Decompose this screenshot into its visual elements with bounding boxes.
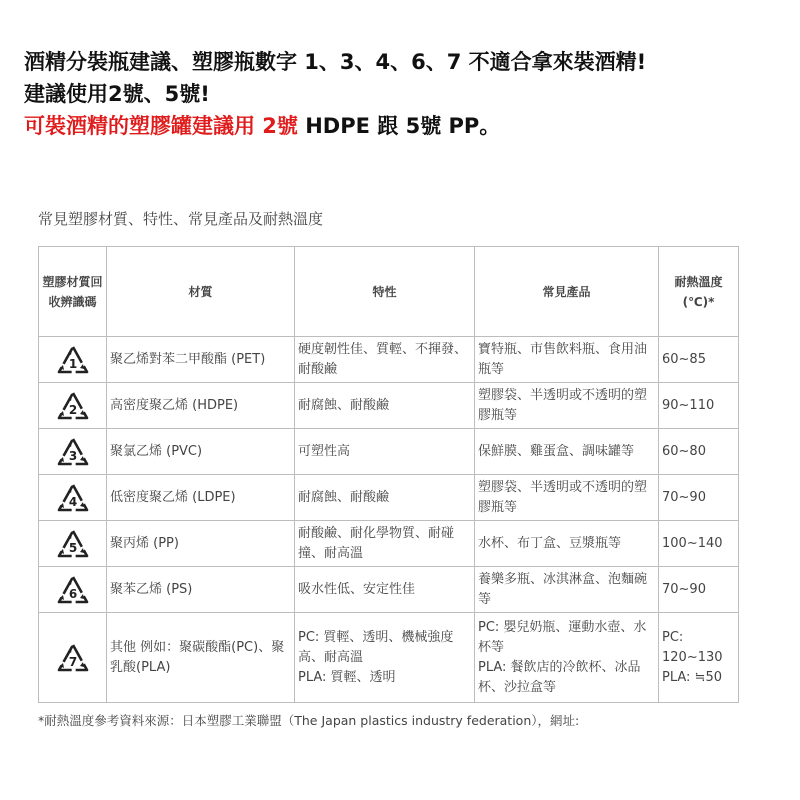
recycle-code-number: 6 xyxy=(68,586,77,601)
recycle-code-number: 7 xyxy=(68,654,77,669)
products-cell: 寶特瓶、市售飲料瓶、食用油瓶等 xyxy=(475,337,659,383)
recycle-triangle-icon xyxy=(56,642,90,674)
products-cell: 保鮮膜、雞蛋盒、調味罐等 xyxy=(475,429,659,475)
heading xyxy=(24,46,784,142)
temperature-cell: 70~90 xyxy=(659,567,739,613)
recycle-code-number: 4 xyxy=(68,494,77,509)
recycle-code-cell xyxy=(39,521,107,567)
products-cell: 塑膠袋、半透明或不透明的塑膠瓶等 xyxy=(475,383,659,429)
recycle-code-cell xyxy=(39,429,107,475)
plastic-table xyxy=(38,246,739,703)
material-cell: 聚丙烯 (PP) xyxy=(107,521,295,567)
material-cell: 低密度聚乙烯 (LDPE) xyxy=(107,475,295,521)
products-cell: 養樂多瓶、冰淇淋盒、泡麵碗等 xyxy=(475,567,659,613)
property-cell: 吸水性低、安定性佳 xyxy=(295,567,475,613)
table-row xyxy=(39,383,739,429)
property-cell: 耐酸鹼、耐化學物質、耐碰撞、耐高溫 xyxy=(295,521,475,567)
heading-line-2: 建議使用2號、5號! xyxy=(24,82,210,106)
temperature-cell: 60~85 xyxy=(659,337,739,383)
recycle-code-cell xyxy=(39,567,107,613)
header-temperature: 耐熱溫度(℃)* xyxy=(659,247,739,337)
footnote: *耐熱溫度參考資料來源：日本塑膠工業聯盟（The Japan plastics industry federation），網址: xyxy=(38,713,580,728)
temperature-cell: 100~140 xyxy=(659,521,739,567)
heading-line-3-hdpe: HDPE xyxy=(297,114,378,138)
recycle-triangle-icon xyxy=(56,574,90,606)
recycle-code-cell xyxy=(39,475,107,521)
recycle-code-cell xyxy=(39,613,107,703)
material-cell: 聚苯乙烯 (PS) xyxy=(107,567,295,613)
property-cell: 耐腐蝕、耐酸鹼 xyxy=(295,383,475,429)
recycle-code-number: 2 xyxy=(68,402,77,417)
temperature-cell: 60~80 xyxy=(659,429,739,475)
recycle-triangle-icon xyxy=(56,528,90,560)
heading-line-3-end: 。 xyxy=(479,114,501,138)
header-code: 塑膠材質回收辨識碼 xyxy=(39,247,107,337)
property-cell: 可塑性高 xyxy=(295,429,475,475)
property-cell: 耐腐蝕、耐酸鹼 xyxy=(295,475,475,521)
property-cell: PC: 質輕、透明、機械強度高、耐高溫 PLA: 質輕、透明 xyxy=(295,613,475,703)
header-property: 特性 xyxy=(295,247,475,337)
recycle-code-cell xyxy=(39,383,107,429)
material-cell: 聚乙烯對苯二甲酸酯 (PET) xyxy=(107,337,295,383)
recycle-triangle-icon xyxy=(56,482,90,514)
table-caption: 常見塑膠材質、特性、常見產品及耐熱溫度 xyxy=(38,210,324,228)
header-products: 常見產品 xyxy=(475,247,659,337)
recycle-triangle-icon xyxy=(56,390,90,422)
table-row xyxy=(39,337,739,383)
recycle-code-number: 1 xyxy=(68,356,77,371)
heading-line-1: 酒精分裝瓶建議、塑膠瓶數字 1、3、4、6、7 不適合拿來裝酒精! xyxy=(24,50,647,74)
material-cell: 高密度聚乙烯 (HDPE) xyxy=(107,383,295,429)
temperature-cell: 90~110 xyxy=(659,383,739,429)
material-cell: 聚氯乙烯 (PVC) xyxy=(107,429,295,475)
table-row xyxy=(39,567,739,613)
heading-line-3-pp: 跟 5號 PP xyxy=(377,114,480,138)
products-cell: PC: 嬰兒奶瓶、運動水壺、水杯等 PLA: 餐飲店的冷飲杯、冰品杯、沙拉盒等 xyxy=(475,613,659,703)
header-material: 材質 xyxy=(107,247,295,337)
table-row xyxy=(39,429,739,475)
recycle-code-cell xyxy=(39,337,107,383)
table-row xyxy=(39,613,739,703)
products-cell: 水杯、布丁盒、豆漿瓶等 xyxy=(475,521,659,567)
temperature-cell: PC: 120~130 PLA: ≒50 xyxy=(659,613,739,703)
material-cell: 其他 例如：聚碳酸酯(PC)、聚乳酸(PLA) xyxy=(107,613,295,703)
recycle-code-number: 5 xyxy=(68,540,77,555)
recycle-triangle-icon xyxy=(56,436,90,468)
property-cell: 硬度韌性佳、質輕、不揮發、耐酸鹼 xyxy=(295,337,475,383)
heading-line-3 xyxy=(24,110,784,142)
table-body xyxy=(39,337,739,703)
heading-line-3-red: 可裝酒精的塑膠罐建議用 2號 xyxy=(24,114,298,138)
recycle-triangle-icon xyxy=(56,344,90,376)
temperature-cell: 70~90 xyxy=(659,475,739,521)
table-row xyxy=(39,521,739,567)
recycle-code-number: 3 xyxy=(68,448,77,463)
products-cell: 塑膠袋、半透明或不透明的塑膠瓶等 xyxy=(475,475,659,521)
table-row xyxy=(39,475,739,521)
